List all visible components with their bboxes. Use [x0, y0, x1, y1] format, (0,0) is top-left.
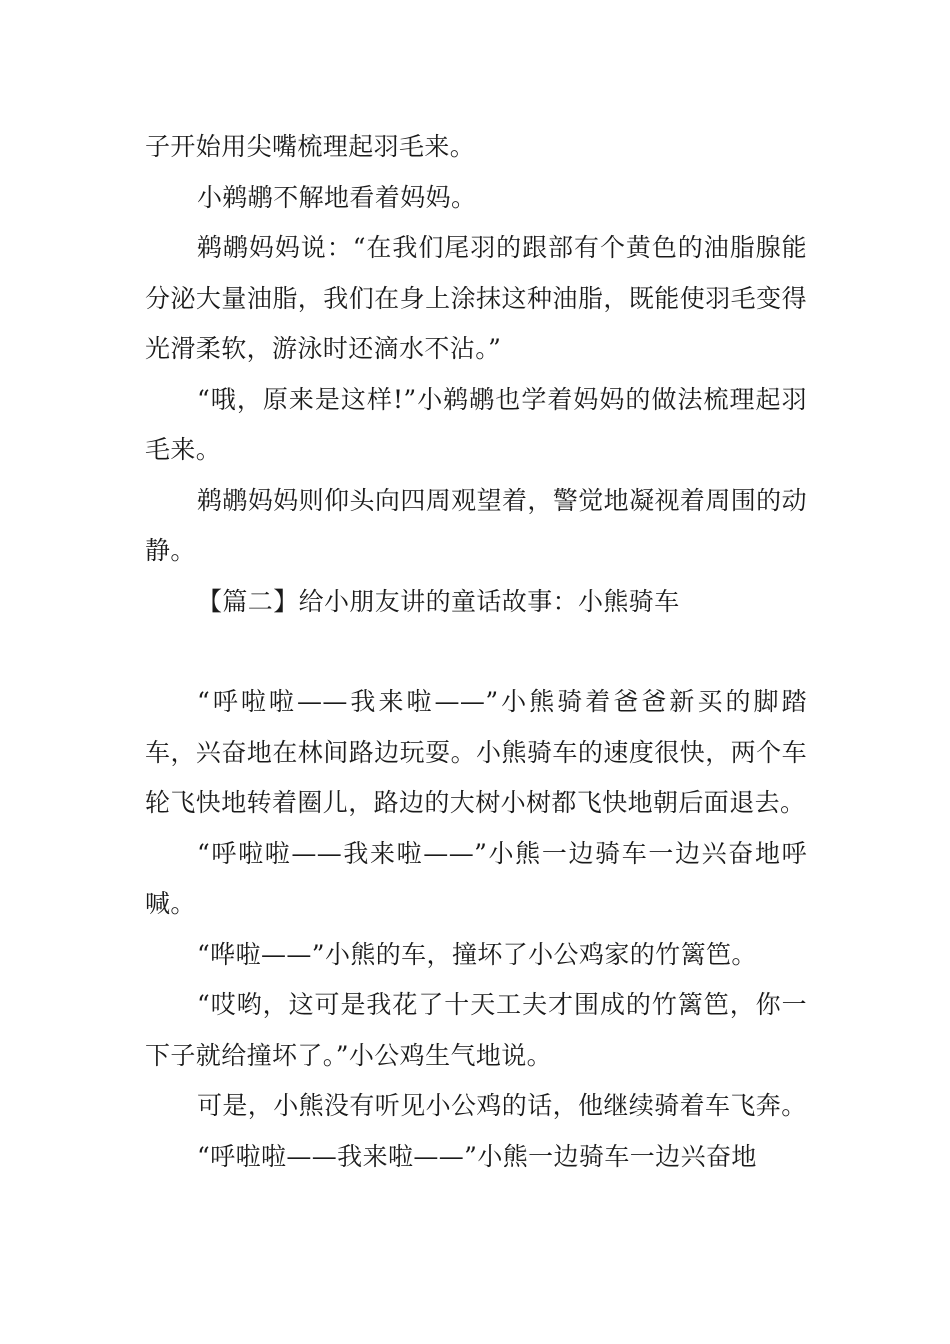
paragraph: “呼啦啦——我来啦——”小熊一边骑车一边兴奋地呼喊。: [145, 838, 807, 918]
paragraph: 可是，小熊没有听见小公鸡的话，他继续骑着车飞奔。: [197, 1091, 807, 1120]
paragraph: “呼啦啦——我来啦——”小熊一边骑车一边兴奋地: [197, 1141, 757, 1171]
paragraph: 鹈鹕妈妈则仰头向四周观望着，警觉地凝视着周围的动静。: [145, 485, 807, 565]
section-heading: 【篇二】给小朋友讲的童话故事：小熊骑车: [197, 586, 680, 616]
paragraph: “哎哟，这可是我花了十天工夫才围成的竹篱笆，你一下子就给撞坏了。”小公鸡生气地说。: [145, 990, 807, 1070]
paragraph: “呼啦啦——我来啦——”小熊骑着爸爸新买的脚踏车，兴奋地在林间路边玩耍。小熊骑车的速度很快，两个车轮飞快地转着圈儿，路边的大树小树都飞快地朝后面退去。: [145, 687, 807, 817]
paragraph: “哦，原来是这样!”小鹈鹕也学着妈妈的做法梳理起羽毛来。: [145, 384, 807, 464]
paragraph: “哗啦——”小熊的车，撞坏了小公鸡家的竹篱笆。: [197, 939, 757, 969]
paragraph-continuation: 子开始用尖嘴梳理起羽毛来。: [145, 132, 476, 161]
paragraph: 鹈鹕妈妈说：“在我们尾羽的跟部有个黄色的油脂腺能分泌大量油脂，我们在身上涂抹这种油脂，既能使羽毛变得光滑柔软，游泳时还滴水不沾。”: [145, 233, 807, 363]
paragraph: 小鹈鹕不解地看着妈妈。: [197, 182, 477, 212]
blank-line: [145, 627, 807, 677]
document-body: [145, 122, 807, 1182]
